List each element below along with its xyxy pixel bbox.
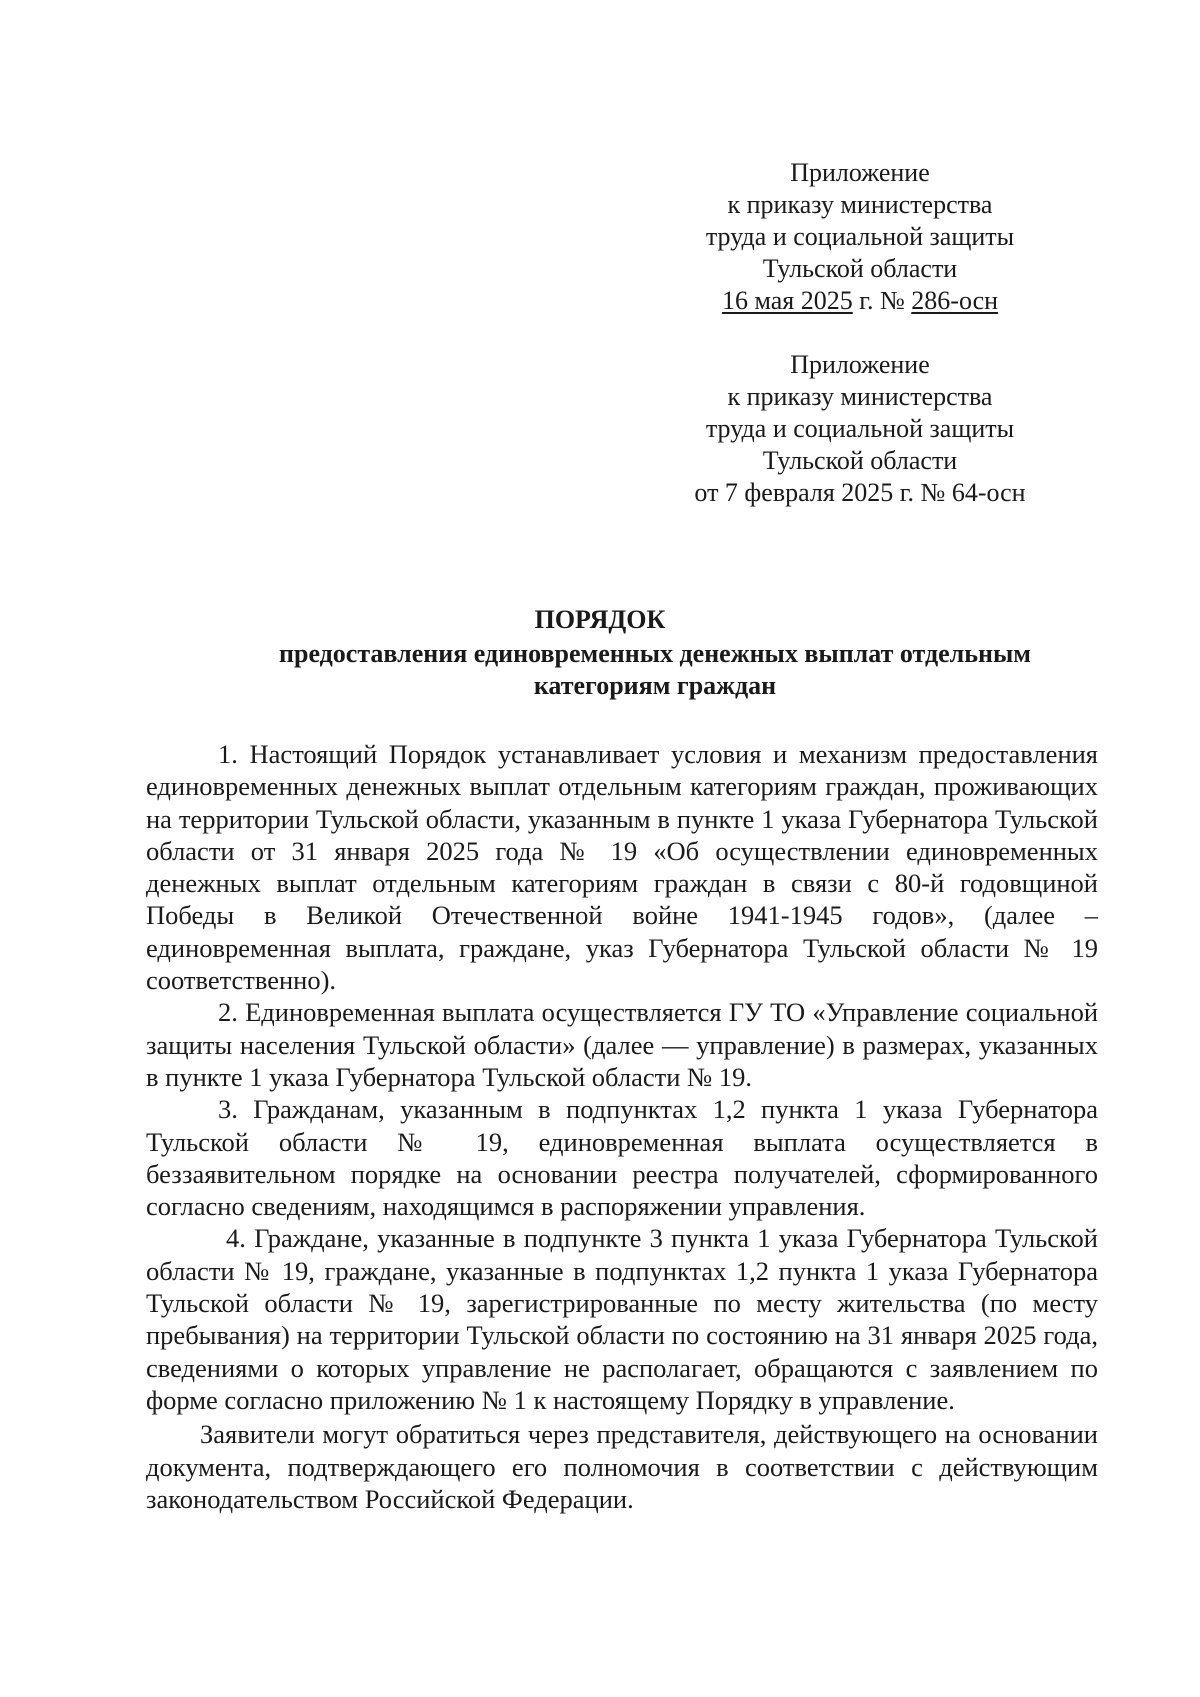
paragraph-3: 3. Гражданам, указанным в подпунктах 1,2 пункта 1 указа Губернатора Тульской области № 19, единовременная выплата осуществляется в беззаявительном порядке на основании реестра получателей, сформированного согласно сведениям, находящимся в распоряжении управления. — [146, 1094, 1098, 1222]
document-body — [146, 738, 1098, 1515]
annex-line: Приложение — [790, 350, 930, 379]
annex-line: Приложение — [790, 158, 930, 187]
annex-number: 286-осн — [911, 286, 999, 315]
document-subtitle: предоставления единовременных денежных выплат отдельным категориям граждан — [279, 639, 1031, 700]
annex-line: к приказу министерства — [727, 190, 993, 219]
annex-line: труда и социальной защиты — [705, 414, 1015, 443]
annex-header-current — [640, 157, 1080, 317]
paragraph-2: 2. Единовременная выплата осуществляется ГУ ТО «Управление социальной защиты населения Тульской области» (далее — управление) в размерах, указанных в пункте 1 указа Губернатора Тульской области № 19. — [146, 997, 1098, 1092]
annex-line: к приказу министерства — [727, 382, 993, 411]
annex-header-original — [640, 349, 1080, 509]
annex-line: Тульской области — [762, 446, 958, 475]
annex-line: Тульской области — [762, 254, 958, 283]
paragraph-5: Заявители могут обратиться через представителя, действующего на основании документа, подтверждающего его полномочия в соответствии с действующим законодательством Российской Федерации. — [146, 1419, 1098, 1514]
annex-date-line — [640, 285, 1080, 317]
annex-line: от 7 февраля 2025 г. № 64-осн — [694, 478, 1026, 507]
document-title: ПОРЯДОК — [534, 605, 666, 634]
annex-number-prefix: г. № — [852, 286, 912, 315]
paragraph-4: 4. Граждане, указанные в подпункте 3 пункта 1 указа Губернатора Тульской области № 19, граждане, указанные в подпунктах 1,2 пункта 1 указа Губернатора Тульской области № 19, зарегистрированные по месту жительства (по месту пребывания) на территории Тульской области по состоянию на 31 января 2025 года, сведениями о которых управление не располагает, обращаются с заявлением по форме согласно приложению № 1 к настоящему Порядку в управление. — [146, 1223, 1098, 1415]
paragraph-1: 1. Настоящий Порядок устанавливает условия и механизм предоставления единовременных денежных выплат отдельным категориям граждан, проживающих на территории Тульской области, указанным в пункте 1 указа Губернатора Тульской области от 31 января 2025 года № 19 «Об осуществлении единовременных денежных выплат отдельным категориям граждан в связи с 80-й годовщиной Победы в Великой Отечественной войне 1941-1945 годов», (далее – единовременная выплата, граждане, указ Губернатора Тульской области № 19 соответственно). — [146, 739, 1098, 996]
annex-date: 16 мая 2025 — [721, 286, 853, 315]
annex-line: труда и социальной защиты — [705, 222, 1015, 251]
